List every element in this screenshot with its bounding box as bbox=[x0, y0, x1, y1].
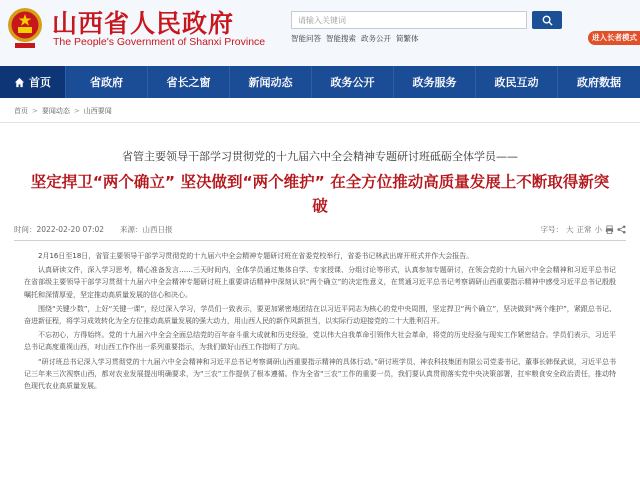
search-button[interactable] bbox=[532, 11, 562, 29]
nav-item-governor[interactable]: 省长之窗 bbox=[148, 66, 230, 98]
site-header bbox=[0, 0, 640, 66]
breadcrumb-separator: > bbox=[32, 107, 38, 115]
search-input[interactable]: 请输入关键词 bbox=[291, 11, 527, 29]
breadcrumb-shanxi-news[interactable]: 山西要闻 bbox=[83, 107, 112, 115]
nav-item-services[interactable]: 政务服务 bbox=[394, 66, 476, 98]
article-meta bbox=[14, 224, 626, 238]
divider bbox=[0, 122, 640, 123]
print-icon[interactable] bbox=[605, 225, 614, 234]
article-paragraph: 认真研读文件，深入学习思考，精心准备发言……三天时间内，全体学员通过集体自学、专家授课、分组讨论等形式，认真参加专题研讨，在领会党的十九届六中全会精神和习近平总书记在省部级主要领导干部学习贯彻十九届六中全会精神专题研讨班上重要讲话精神中深刻认识“两个确立”的决定性意义，在贯通习近平总书记考察调研山西重要指示精神中感受习近平总书记殷殷嘱托和深情厚爱，坚定推动高质量发展的信心和决心。 bbox=[24, 266, 616, 299]
site-title[interactable]: 山西省人民政府 bbox=[52, 9, 235, 38]
quick-link-traditional[interactable]: 简繁体 bbox=[396, 34, 419, 43]
font-size-normal[interactable]: 正常 bbox=[576, 225, 592, 234]
article-source: 来源：山西日报 bbox=[120, 225, 173, 234]
breadcrumb-news[interactable]: 要闻动态 bbox=[41, 107, 70, 115]
elder-mode-button[interactable]: 进入长者模式 bbox=[588, 31, 640, 45]
quick-links bbox=[291, 33, 419, 44]
breadcrumb bbox=[14, 106, 112, 116]
article-title: 坚定捍卫“两个确立” 坚决做到“两个维护” 在全方位推动高质量发展上不断取得新突破 bbox=[30, 173, 610, 215]
font-size-label: 字号： bbox=[540, 225, 563, 234]
nav-item-interaction[interactable]: 政民互动 bbox=[476, 66, 558, 98]
article-lead-title: 省管主要领导干部学习贯彻党的十九届六中全会精神专题研讨班砥砺全体学员—— bbox=[122, 150, 518, 163]
main-nav bbox=[0, 66, 640, 98]
divider bbox=[14, 240, 626, 241]
font-size-large[interactable]: 大 bbox=[566, 225, 574, 234]
quick-link-open[interactable]: 政务公开 bbox=[361, 34, 391, 43]
site-subtitle: The People's Government of Shanxi Province bbox=[53, 36, 266, 48]
article-paragraph: 围绕“关键少数”，上好“关键一课”，经过深入学习，学员们一致表示，要更加紧密地团结在以习近平同志为核心的党中央周围，坚定捍卫“两个确立”，坚决做到“两个维护”，紧跟总书记、奋进新征程，将学习成效转化为全方位推动高质量发展的强大动力，用山西人民的新作风新担当，以实际行动迎接党的二十大胜利召开。 bbox=[24, 304, 616, 326]
nav-item-home[interactable] bbox=[0, 66, 66, 98]
home-icon bbox=[14, 77, 25, 88]
article-body bbox=[24, 250, 616, 477]
nav-item-province-gov[interactable]: 省政府 bbox=[66, 66, 148, 98]
nav-item-label: 首页 bbox=[29, 76, 51, 89]
article-date: 时间：2022-02-20 07:02 bbox=[14, 225, 105, 234]
article-paragraph: 不忘初心，方得始终。党的十九届六中全会全面总结党的百年奋斗重大成就和历史经验，党以伟大自我革命引领伟大社会革命，将党的历史经验与现实工作紧密结合。学员们表示，习近平总书记高度重视山西，对山西工作作出一系列重要指示，为我们做好山西工作指明了方向。 bbox=[24, 331, 616, 352]
breadcrumb-home[interactable]: 首页 bbox=[14, 107, 28, 115]
nav-item-data[interactable]: 政府数据 bbox=[577, 76, 621, 89]
font-size-tools bbox=[541, 224, 627, 235]
nav-item-news[interactable]: 新闻动态 bbox=[230, 66, 312, 98]
search-icon bbox=[542, 15, 553, 26]
quick-link-search[interactable]: 智能搜索 bbox=[326, 34, 356, 43]
quick-link-qa[interactable]: 智能问答 bbox=[291, 34, 321, 43]
national-emblem-icon[interactable] bbox=[6, 5, 44, 51]
nav-item-open-gov[interactable]: 政务公开 bbox=[312, 66, 394, 98]
article-paragraph: 2月16日至18日，省管主要领导干部学习贯彻党的十九届六中全会精神专题研讨班在省委党校举行，省委书记林武出席开班式并作大会报告。 bbox=[38, 252, 474, 260]
article-paragraph: “研讨班总书记深入学习贯彻党的十九届六中全会精神和习近平总书记考察调研山西重要指示精神的具体行动。”研讨班学员、神农科技集团有限公司党委书记、董事长韩保武说，习近平总书记三年来三次视察山西，都对农业发展提出明确要求，为“三农”工作提供了根本遵循。作为全省“三农”工作的重要一员，我们要认真贯彻落实党中央决策部署，扛牢粮食安全政治责任，推动特色现代农业高质量发展。 bbox=[24, 357, 616, 391]
breadcrumb-separator: > bbox=[73, 107, 80, 115]
font-size-small[interactable]: 小 bbox=[594, 225, 602, 234]
share-icon[interactable] bbox=[617, 225, 626, 234]
